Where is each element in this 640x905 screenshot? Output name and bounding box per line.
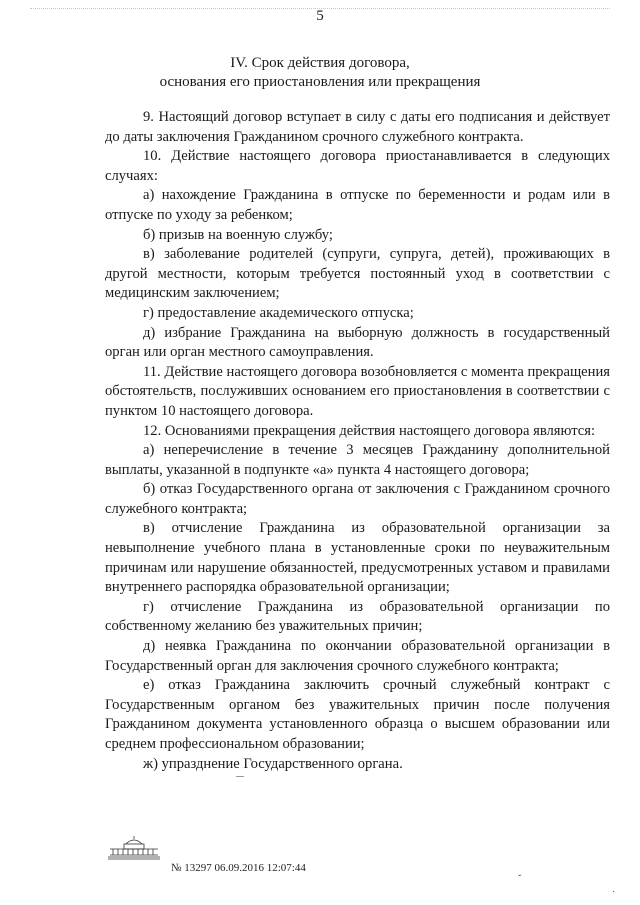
document-body [105, 108, 610, 774]
paragraph: б) отказ Государственного органа от заключения с Гражданином срочного служебного контракта; [105, 481, 610, 517]
registration-number: № 13297 06.09.2016 12:07:44 [171, 862, 306, 874]
paragraph: 11. Действие настоящего договора возобновляется с момента прекращения обстоятельств, послуживших основанием его приостановления в соответствии с пунктом 10 настоящего договора. [105, 363, 610, 419]
building-seal-icon [104, 835, 164, 861]
scan-artifact-mark: ˇ [518, 874, 522, 885]
paragraph: г) предоставление академического отпуска; [143, 304, 414, 321]
paragraph: 9. Настоящий договор вступает в силу с даты его подписания и действует до даты заключения Гражданином срочного служебного контракта. [105, 109, 610, 145]
paragraph: 10. Действие настоящего договора приостанавливается в следующих случаях: [105, 148, 610, 184]
page-number: 5 [316, 8, 324, 24]
scan-artifact-mark: ˙ [612, 890, 616, 901]
paragraph: д) избрание Гражданина на выборную должность в государственный орган или орган местного самоуправления. [105, 324, 610, 361]
section-heading-line-1: IV. Срок действия договора, [230, 55, 410, 71]
paragraph: в) заболевание родителей (супруги, супруга, детей), проживающих в другой местности, которым требуется постоянный уход в соответствии с медицинским заключением; [105, 246, 610, 302]
paragraph: е) отказ Гражданина заключить срочный служебный контракт с Государственным органом без уважительных причин после получения Гражданином документа установленного образца о высшем образовании или среднем профессиональном образовании; [105, 677, 610, 752]
paragraph: ж) упразднение Государственного органа. [143, 755, 403, 772]
paragraph: г) отчисление Гражданина из образовательной организации по собственному желанию без уважительных причин; [105, 598, 610, 635]
footer-mark [236, 776, 244, 777]
paragraph: в) отчисление Гражданина из образовательной организации за невыполнение учебного плана в установленные сроки по неуважительным причинам или нарушение обязанностей, предусмотренных уставом и правилами внутреннего распорядка образовательной организации; [105, 520, 610, 596]
paragraph: д) неявка Гражданина по окончании образовательной организации в Государственный орган для заключения срочного служебного контракта; [105, 638, 610, 674]
section-heading-line-2: основания его приостановления или прекращения [159, 74, 481, 90]
paragraph: 12. Основаниями прекращения действия настоящего договора являются: [143, 422, 596, 439]
paragraph: б) призыв на военную службу; [143, 226, 333, 243]
paragraph: а) нахождение Гражданина в отпуске по беременности и родам или в отпуске по уходу за ребенком; [105, 187, 610, 223]
paragraph: а) неперечисление в течение 3 месяцев Гражданину дополнительной выплаты, указанной в подпункте «а» пункта 4 настоящего договора; [105, 442, 610, 478]
section-heading [0, 54, 640, 92]
